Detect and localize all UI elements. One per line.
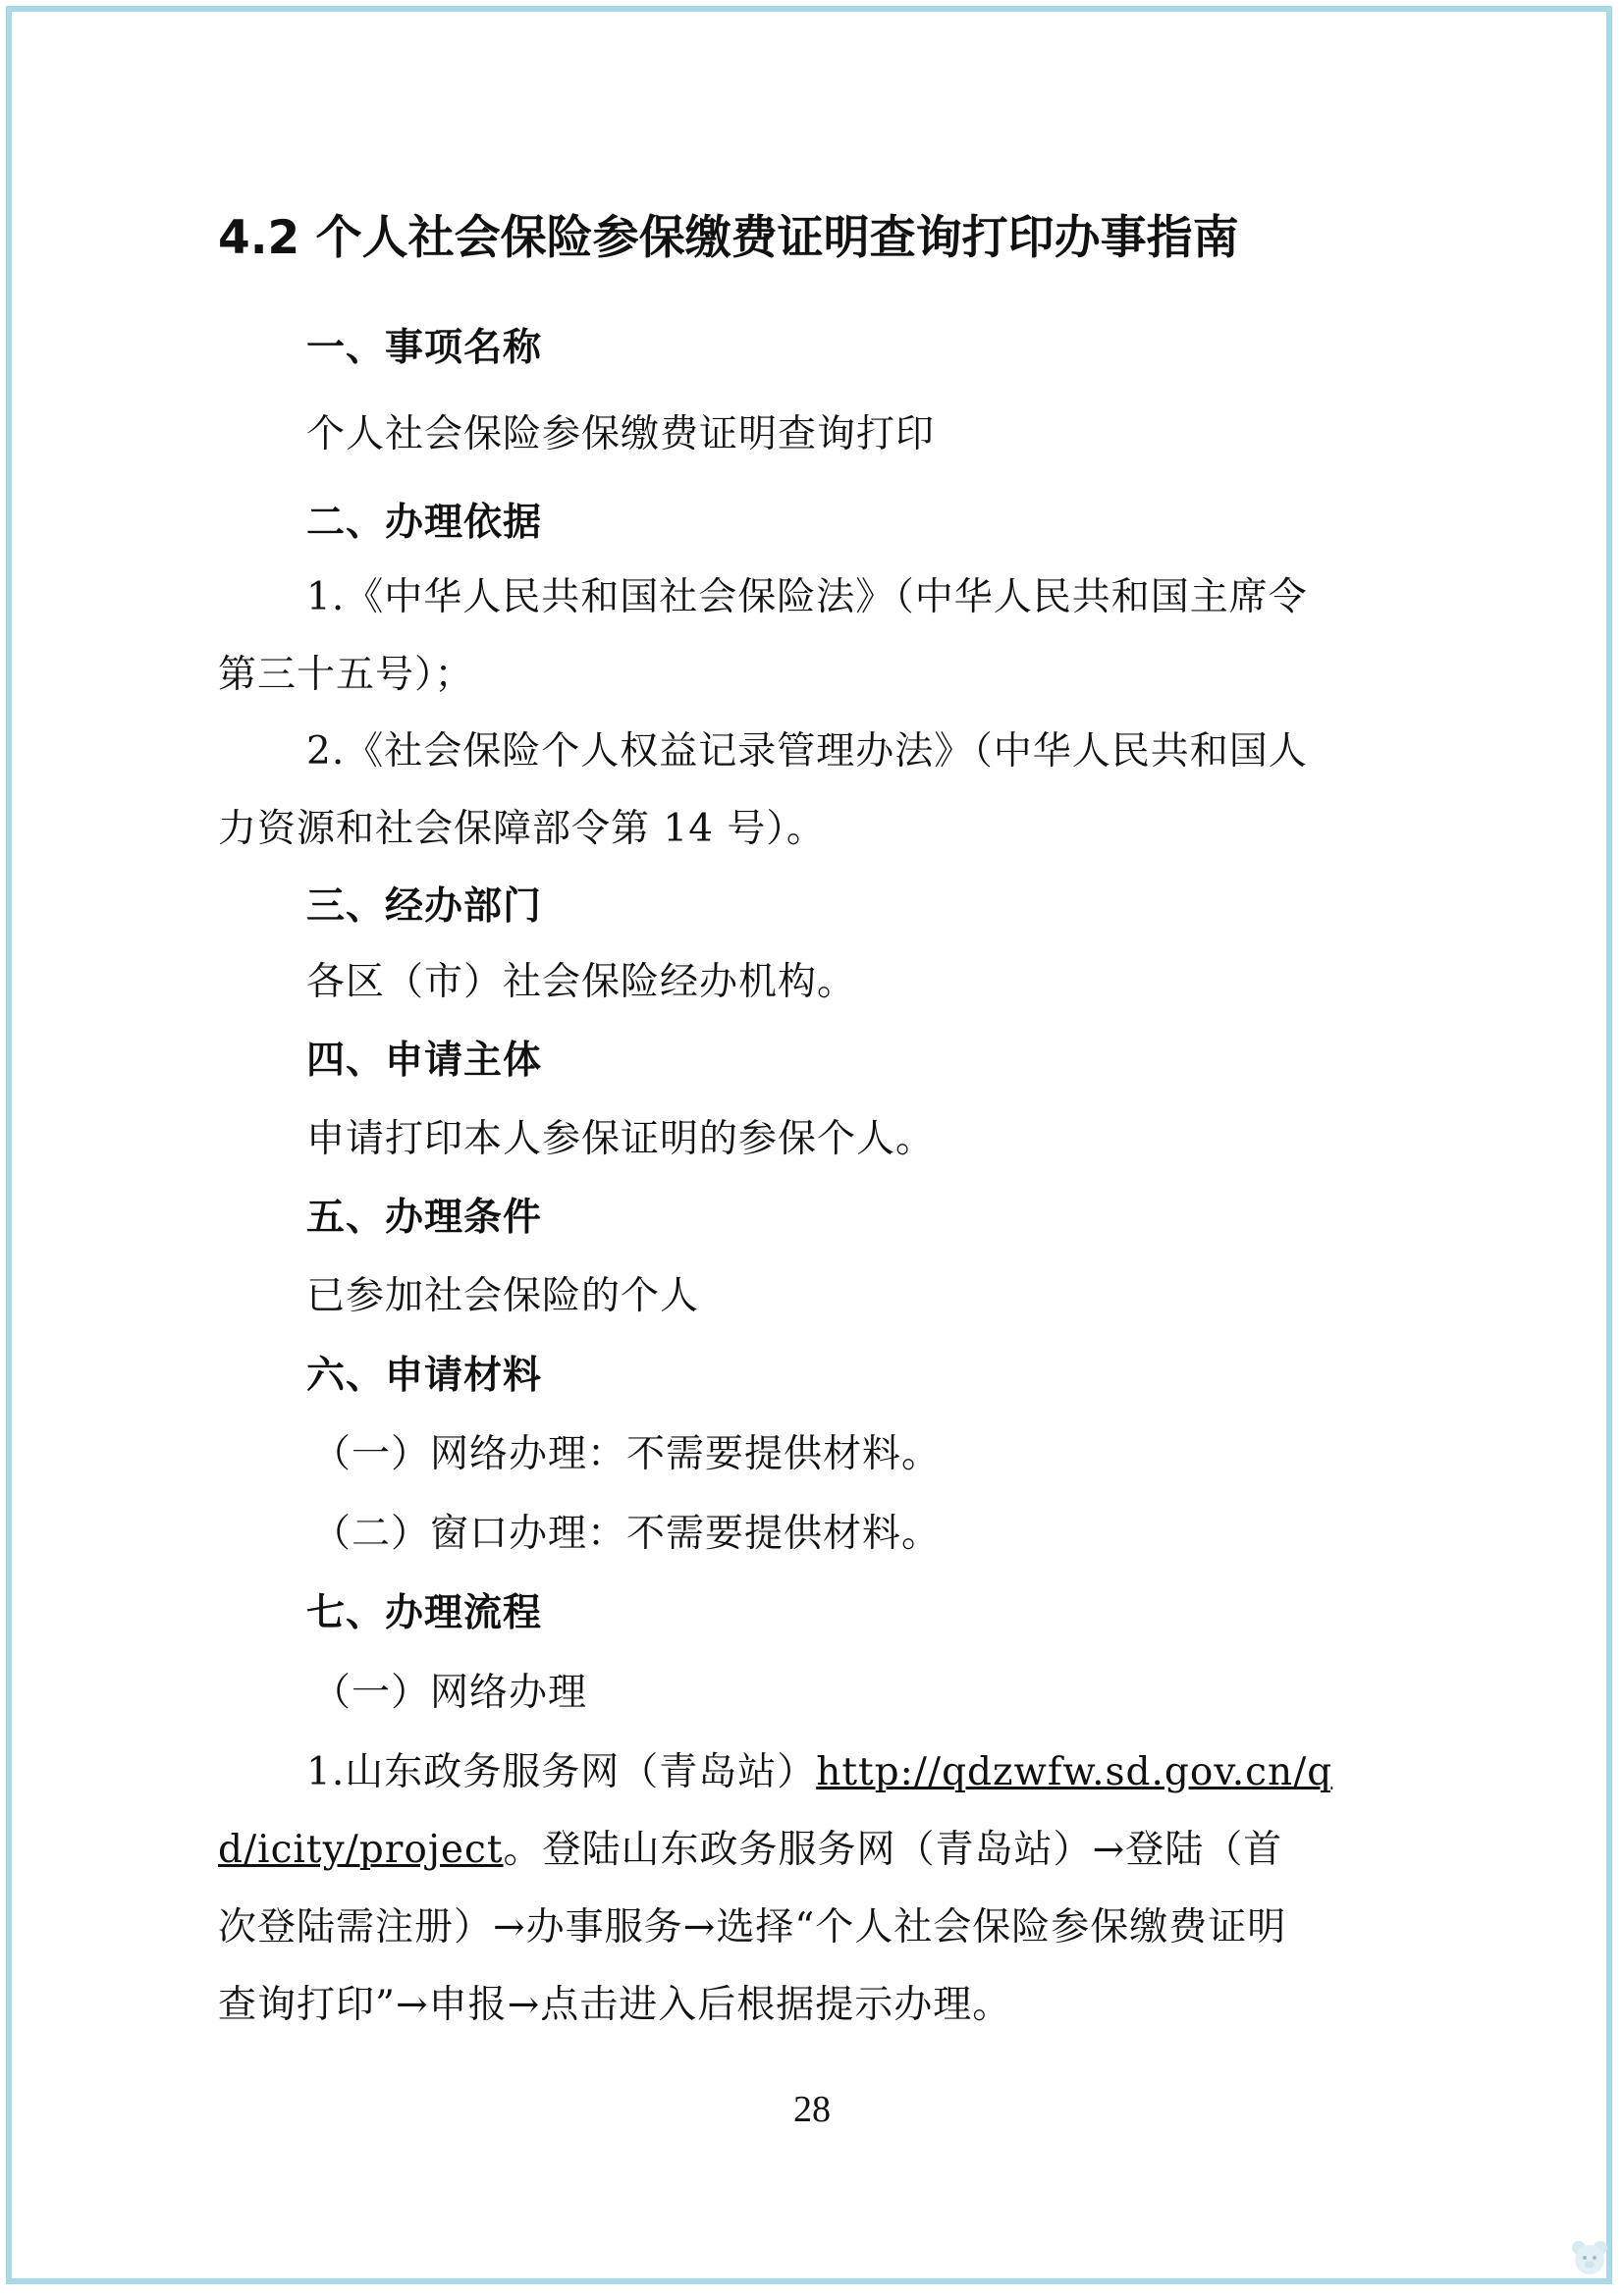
basis-item-2-line-2: 力资源和社会保障部令第 14 号）。 — [218, 807, 826, 851]
bear-watermark-icon — [1567, 2236, 1612, 2281]
section-heading-6: 六、申请材料 — [306, 1354, 543, 1398]
process-item-1-line-1 — [218, 1735, 1426, 1811]
section-heading-3: 三、经办部门 — [306, 884, 543, 929]
section-text-5: 已参加社会保险的个人 — [306, 1274, 700, 1318]
process-item-1-line-2 — [218, 1812, 1426, 1889]
page-number: 28 — [793, 2089, 831, 2130]
service-url-link-continued[interactable]: d/icity/project — [218, 1828, 504, 1872]
process-item-1-line-2-text: 。登陆山东政务服务网（青岛站）→登陆（首 — [503, 1828, 1283, 1872]
section-heading-5: 五、办理条件 — [306, 1196, 543, 1240]
section-heading-2: 二、办理依据 — [306, 501, 543, 545]
basis-item-2-line-1: 2.《社会保险个人权益记录管理办法》（中华人民共和国人 — [306, 729, 1308, 774]
process-item-1-line-3: 次登陆需注册）→办事服务→选择“个人社会保险参保缴费证明 — [218, 1905, 1287, 1949]
page-title: 4.2 个人社会保险参保缴费证明查询打印办事指南 — [218, 211, 1239, 265]
process-item-1-prefix: 1.山东政务服务网（青岛站） — [306, 1750, 817, 1794]
section-text-4: 申请打印本人参保证明的参保个人。 — [306, 1117, 936, 1161]
section-heading-4: 四、申请主体 — [306, 1039, 543, 1083]
basis-item-1-line-1: 1.《中华人民共和国社会保险法》（中华人民共和国主席令 — [306, 575, 1308, 619]
section-text-1: 个人社会保险参保缴费证明查询打印 — [306, 412, 936, 456]
material-item-2: （二）窗口办理：不需要提供材料。 — [312, 1512, 942, 1556]
process-subheading-1: （一）网络办理 — [312, 1671, 588, 1715]
basis-item-1-line-2: 第三十五号）； — [218, 653, 474, 697]
material-item-1: （一）网络办理：不需要提供材料。 — [312, 1432, 942, 1476]
section-heading-7: 七、办理流程 — [306, 1591, 543, 1635]
section-text-3: 各区（市）社会保险经办机构。 — [306, 960, 857, 1004]
service-url-link[interactable]: http://qdzwfw.sd.gov.cn/q — [816, 1750, 1333, 1794]
section-heading-1: 一、事项名称 — [306, 326, 543, 370]
process-item-1-line-4: 查询打印”→申报→点击进入后根据提示办理。 — [218, 1983, 1012, 2027]
